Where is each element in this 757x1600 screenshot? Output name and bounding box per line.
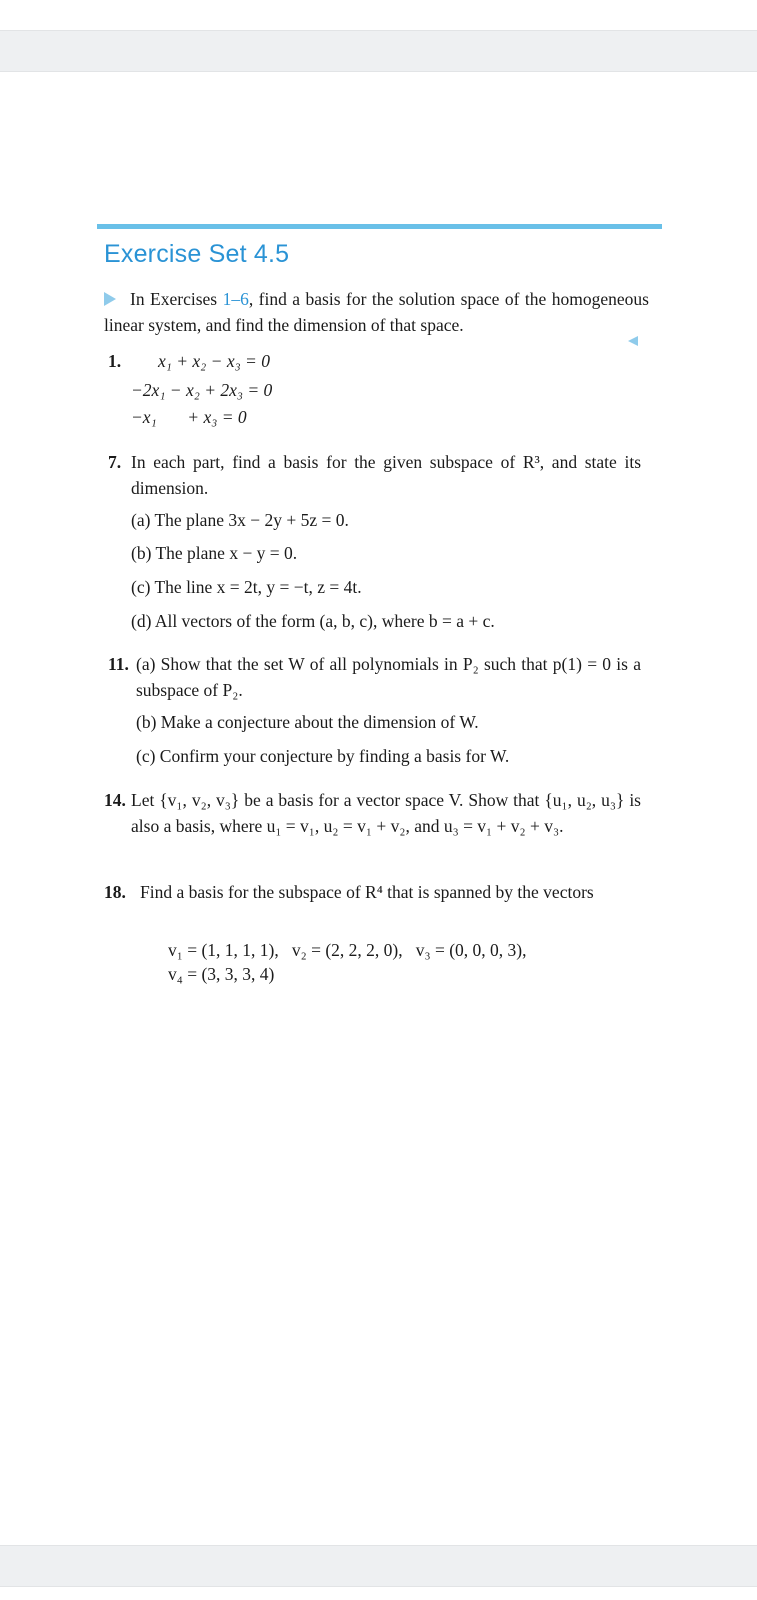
exercise-instructions: In Exercises 1–6, find a basis for the solution space of the homogeneous linear system, and find the dimension of that space. [104, 289, 649, 335]
exercise-range-link[interactable]: 1–6 [222, 289, 249, 309]
problem-11-part-c: (c) Confirm your conjecture by finding a basis for W. [136, 746, 510, 766]
problem-14-text: Let {v₁, v₂, v₃} be a basis for a vector space V. Show that {u₁, u₂, u₃} is also a basis, where u₁ = v₁, u₂ = v₁ + v₂, and u₃ = v₁ + v₂ + v₃. [131, 790, 641, 836]
bottom-scroll-band [0, 1545, 757, 1587]
problem-7-part-b: (b) The plane x − y = 0. [131, 543, 298, 563]
arrow-marker-icon [104, 292, 116, 306]
problem-18-vectors-line-1: v₁ = (1, 1, 1, 1), v₂ = (2, 2, 2, 0), v₃ = (0, 0, 0, 3), [168, 940, 527, 960]
problem-1-number: 1. [108, 351, 122, 371]
problem-18-text: Find a basis for the subspace of R⁴ that is spanned by the vectors [140, 882, 594, 902]
problem-7-part-c: (c) The line x = 2t, y = −t, z = 4t. [131, 577, 362, 597]
back-arrow-icon [628, 336, 638, 346]
problem-7-part-d: (d) All vectors of the form (a, b, c), where b = a + c. [131, 611, 495, 631]
problem-11-part-a: (a) Show that the set W of all polynomials in P₂ such that p(1) = 0 is a subspace of P₂. [136, 654, 641, 700]
problem-11-part-b: (b) Make a conjecture about the dimension of W. [136, 712, 479, 732]
problem-7-text: In each part, find a basis for the given subspace of R³, and state its dimension. [131, 452, 641, 498]
problem-18-vectors-line-2: v₄ = (3, 3, 3, 4) [168, 964, 275, 984]
problem-7-number: 7. [108, 452, 122, 472]
problem-11-number: 11. [108, 654, 129, 674]
section-top-rule [97, 224, 662, 229]
top-scroll-band [0, 30, 757, 72]
exercise-set-title: Exercise Set 4.5 [104, 240, 290, 268]
problem-18-number: 18. [104, 882, 126, 902]
problem-7-part-a: (a) The plane 3x − 2y + 5z = 0. [131, 510, 349, 530]
problem-1-equation-1: x₁ + x₂ − x₃ = 0 [158, 351, 270, 371]
problem-1-equation-3: −x₁ + x₃ = 0 [131, 407, 247, 427]
problem-14-number: 14. [104, 790, 126, 810]
problem-1-equation-2: −2x₁ − x₂ + 2x₃ = 0 [131, 380, 273, 400]
